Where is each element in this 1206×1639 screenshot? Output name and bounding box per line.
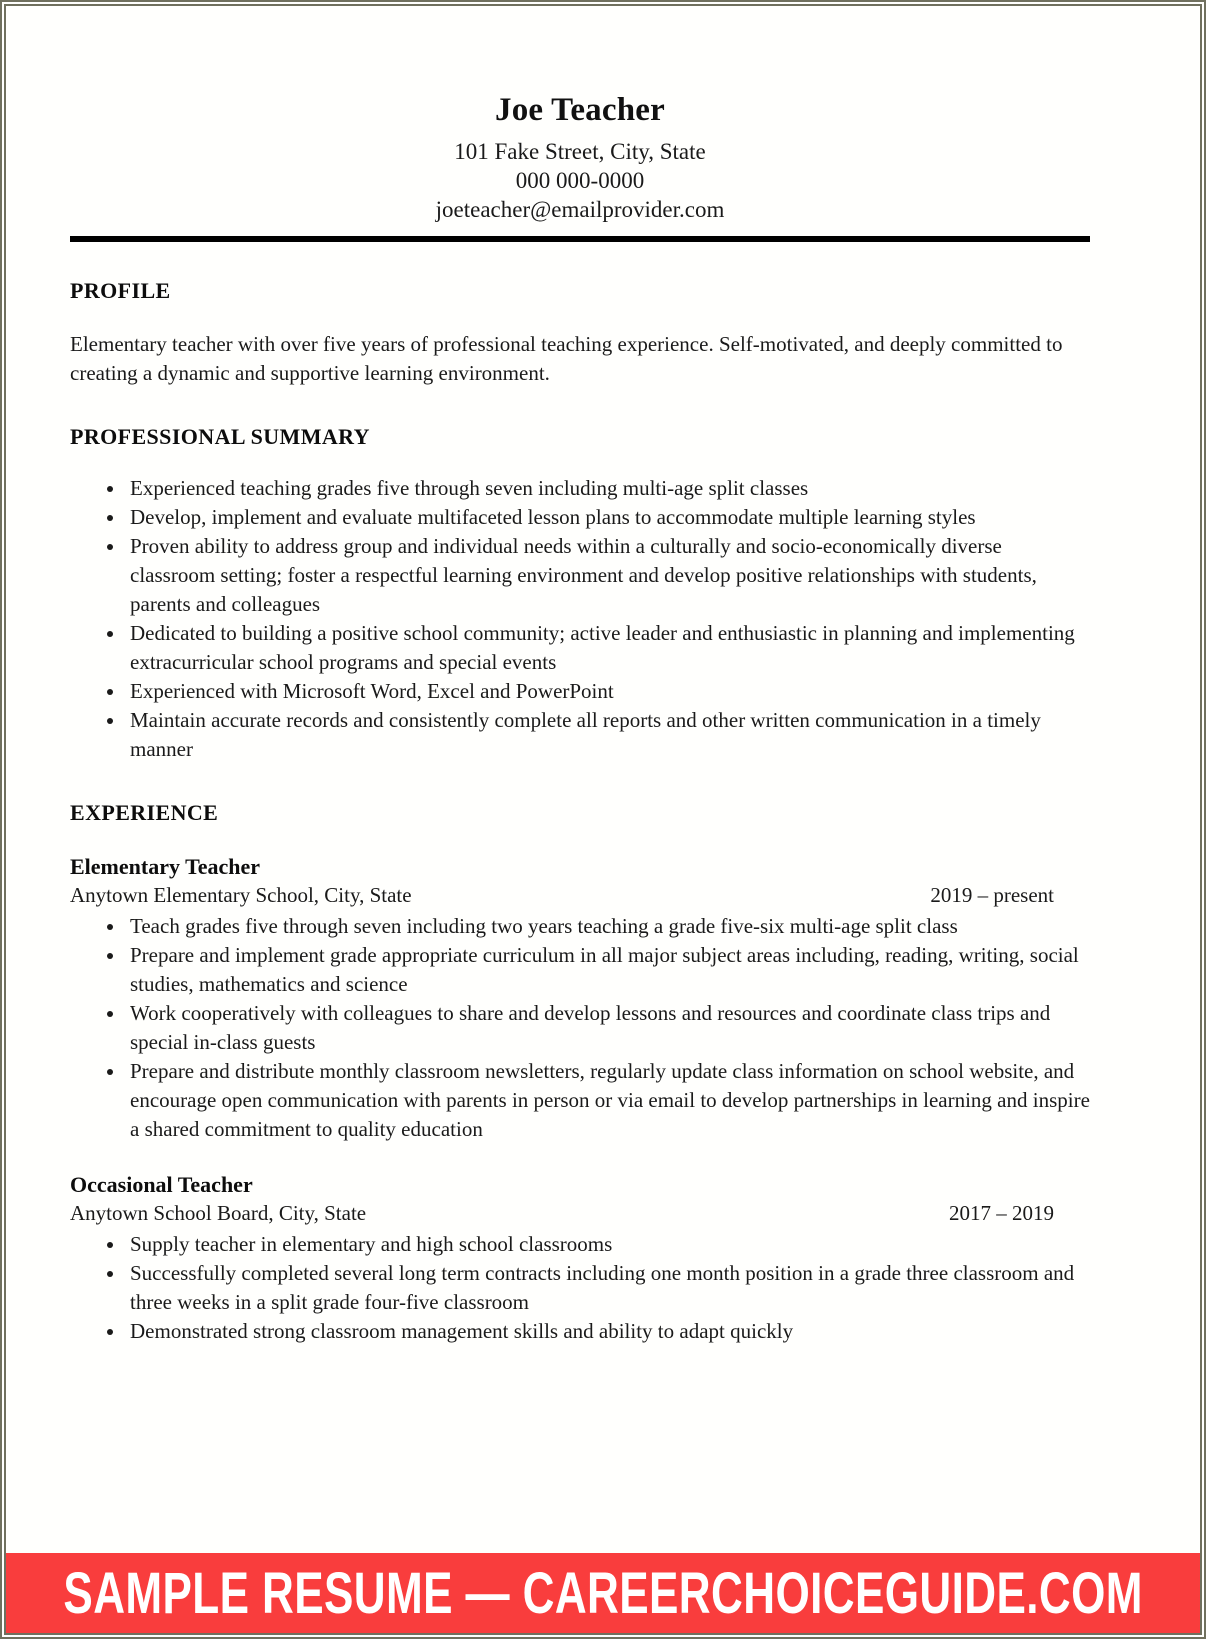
- profile-heading: PROFILE: [70, 278, 171, 303]
- bullet-item: • Develop, implement and evaluate multifaceted lesson plans to accommodate multiple learning styles: [126, 503, 1090, 532]
- section-professional-summary: [70, 424, 1090, 764]
- job-occasional-teacher: [70, 1172, 1090, 1346]
- bullet-item: • Demonstrated strong classroom management skills and ability to adapt quickly: [126, 1317, 1090, 1346]
- job-dates: 2017 – 2019: [949, 1201, 1054, 1225]
- job-elementary-teacher: [70, 854, 1090, 1144]
- header-divider: [70, 236, 1090, 242]
- bullet-item: • Prepare and implement grade appropriate curriculum in all major subject areas including, reading, writing, social studies, mathematics and science: [126, 941, 1090, 999]
- bullet-item: • Teach grades five through seven including two years teaching a grade five-six multi-age split class: [126, 912, 1090, 941]
- job-duties-list: [70, 1230, 1090, 1346]
- bullet-item: • Experienced with Microsoft Word, Excel and PowerPoint: [126, 677, 1090, 706]
- section-experience: [70, 800, 1090, 1346]
- job-dates: 2019 – present: [930, 883, 1054, 907]
- job-meta: [70, 880, 1090, 910]
- professional-summary-heading: PROFESSIONAL SUMMARY: [70, 424, 370, 449]
- candidate-phone: 000 000-0000: [515, 168, 645, 193]
- bullet-item: • Experienced teaching grades five through seven including multi-age split classes: [126, 474, 1090, 503]
- resume-header: [70, 92, 1090, 242]
- job-employer: Anytown School Board, City, State: [70, 1201, 367, 1225]
- candidate-email: joeteacher@emailprovider.com: [435, 197, 725, 222]
- job-title: Occasional Teacher: [70, 1172, 253, 1197]
- job-employer: Anytown Elementary School, City, State: [70, 883, 412, 907]
- bullet-item: • Dedicated to building a positive school community; active leader and enthusiastic in planning and implementing extracurricular school programs and special events: [126, 619, 1090, 677]
- job-meta: [70, 1198, 1090, 1228]
- sample-resume-banner: [6, 1553, 1200, 1633]
- resume-content: [6, 6, 1090, 1346]
- bullet-item: • Successfully completed several long term contracts including one month position in a grade three classroom and three weeks in a split grade four-five classroom: [126, 1259, 1090, 1317]
- candidate-name: Joe Teacher: [495, 92, 665, 128]
- bullet-item: • Work cooperatively with colleagues to share and develop lessons and resources and coordinate class trips and special in-class guests: [126, 999, 1090, 1057]
- job-duties-list: [70, 912, 1090, 1144]
- professional-summary-list: [70, 474, 1090, 764]
- job-title: Elementary Teacher: [70, 854, 261, 879]
- banner-text: SAMPLE RESUME — CAREERCHOICEGUIDE.COM: [63, 1560, 1143, 1626]
- bullet-item: • Proven ability to address group and individual needs within a culturally and socio-economically diverse classroom setting; foster a respectful learning environment and develop positive relationships with students, parents and colleagues: [126, 532, 1090, 619]
- bullet-item: • Prepare and distribute monthly classroom newsletters, regularly update class information on school website, and encourage open communication with parents in person or via email to develop partnerships in learning and inspire a shared commitment to quality education: [126, 1057, 1090, 1144]
- profile-text: Elementary teacher with over five years of professional teaching experience. Self-motivated, and deeply committed to creating a dynamic and supportive learning environment.: [70, 332, 1063, 385]
- bullet-item: • Supply teacher in elementary and high school classrooms: [126, 1230, 1090, 1259]
- experience-heading: EXPERIENCE: [70, 800, 219, 825]
- candidate-address: 101 Fake Street, City, State: [454, 139, 706, 164]
- section-profile: [70, 278, 1090, 388]
- bullet-item: • Maintain accurate records and consistently complete all reports and other written communication in a timely manner: [126, 706, 1090, 764]
